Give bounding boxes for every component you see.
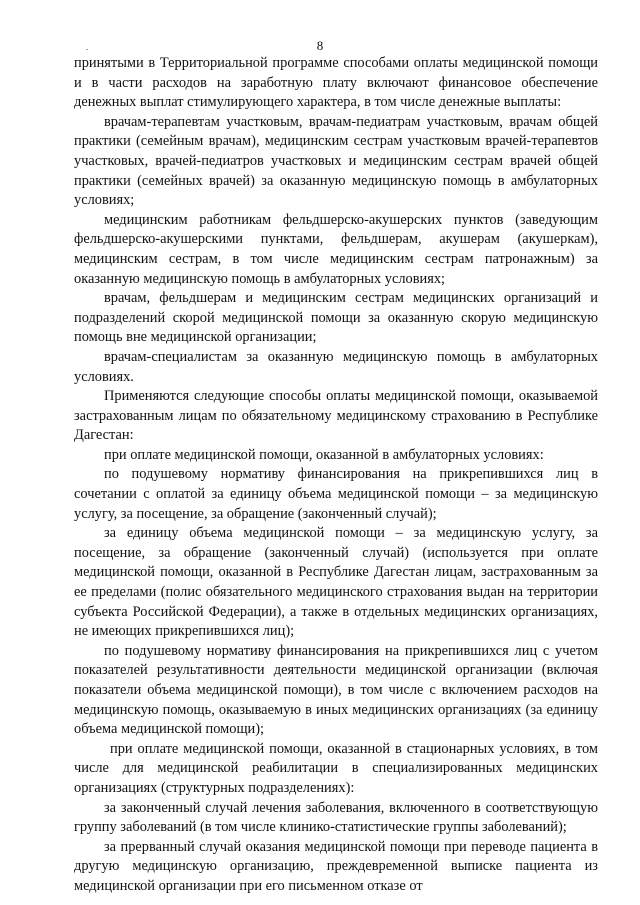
scan-mark: .: [86, 42, 89, 52]
paragraph-per-capita-performance: по подушевому нормативу финансирования на прикрепившихся лиц с учетом показателей результативности деятельности медицинской организации (включая показатели объема медицинской помощи), в том числе с включением расходов на медицинскую помощь, оказываемую в иных медицинских организациях (за единицу объема медицинской помощи);: [74, 642, 598, 738]
paragraph-completed-case: за законченный случай лечения заболевания, включенного в соответствующую группу заболеваний (в том числе клинико-статистические группы заболеваний);: [74, 799, 598, 836]
paragraph-per-unit-volume: за единицу объема медицинской помощи – за медицинскую услугу, за посещение, за обращение (законченный случай) (используется при оплате медицинской помощи, оказанной в Республике Дагестан лицам, застрахованным за ее пределами (полис обязательного медицинского страхования выдан на территории субъекта Российской Федерации), а также в отдельных медицинских организациях, не имеющих прикрепившихся лиц);: [74, 525, 598, 640]
paragraph-interrupted-case: за прерванный случай оказания медицинской помощи при переводе пациента в другую медицинскую организацию, преждевременной выписке пациента из медицинской организации при его письменном отказе от: [74, 838, 598, 894]
paragraph-payment-methods: Применяются следующие способы оплаты медицинской помощи, оказываемой застрахованным лицам по обязательному медицинскому страхованию в Республике Дагестан:: [74, 388, 598, 444]
paragraph-feldsher-stations: медицинским работникам фельдшерско-акушерских пунктов (заведующим фельдшерско-акушерскими пунктами, фельдшерам, акушерам (акушеркам), медицинским сестрам, в том числе медицинским сестрам патронажным) за оказанную медицинскую помощь в амбулаторных условиях;: [74, 211, 598, 287]
paragraph-per-capita-combined: по подушевому нормативу финансирования на прикрепившихся лиц в сочетании с оплатой за единицу объема медицинской помощи – за медицинскую услугу, за посещение, за обращение (законченный случай);: [74, 466, 598, 522]
document-body: [74, 54, 598, 897]
paragraph-district-doctors: врачам-терапевтам участковым, врачам-педиатрам участковым, врачам общей практики (семейным врачам), медицинским сестрам участковым врачей-терапевтов участковых, врачей-педиатров участковых и медицинским сестрам врачей общей практики (семейных врачей) за оказанную медицинскую помощь в амбулаторных условиях;: [74, 113, 598, 209]
page-number: 8: [316, 38, 324, 53]
paragraph-emergency-care: врачам, фельдшерам и медицинским сестрам медицинских организаций и подразделений скорой медицинской помощи за оказанную скорую медицинскую помощь вне медицинской организации;: [74, 290, 598, 346]
paragraph-outpatient-heading: при оплате медицинской помощи, оказанной в амбулаторных условиях:: [104, 446, 544, 463]
paragraph-specialists: врачам-специалистам за оказанную медицинскую помощь в амбулаторных условиях.: [74, 348, 598, 385]
paragraph-continuation: принятыми в Территориальной программе способами оплаты медицинской помощи и в части расходов на заработную плату включают финансовое обеспечение денежных выплат стимулирующего характера, в том числе денежные выплаты:: [74, 55, 598, 111]
paragraph-inpatient-heading: при оплате медицинской помощи, оказанной в стационарных условиях, в том числе для медицинской реабилитации в специализированных медицинских организациях (структурных подразделениях):: [74, 740, 598, 796]
